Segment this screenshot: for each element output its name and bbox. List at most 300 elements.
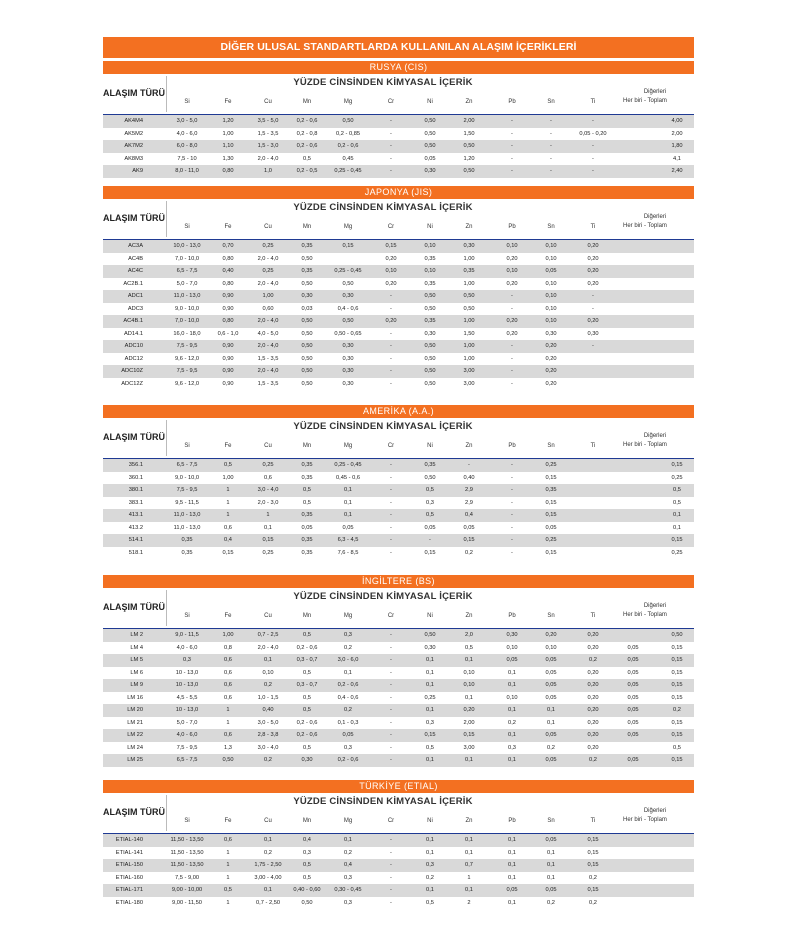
table-cell: 0,3 - 0,7 <box>296 657 318 663</box>
table-cell: - <box>390 524 392 531</box>
table-cell: 0,45 <box>342 155 354 162</box>
table-cell: 0,3 - 0,7 <box>296 682 318 688</box>
section-title: İNGİLTERE (BS) <box>103 575 694 588</box>
column-header: Ni <box>427 224 433 230</box>
table-cell: 0,50 <box>301 899 313 906</box>
header-divider <box>166 590 167 626</box>
table-cell: 1,5 - 3,5 <box>257 355 279 362</box>
table-cell: 0,15 <box>262 537 274 543</box>
table-cell: 0,80 <box>222 318 234 324</box>
table-cell: 0,5 <box>303 744 311 751</box>
table-cell: 0,35 <box>424 255 436 262</box>
table-cell: 0,25 <box>671 549 683 556</box>
table-cell: 0,3 <box>344 744 352 751</box>
alloy-name: ADC1 <box>127 293 143 299</box>
column-header: Mg <box>343 818 353 824</box>
chemical-content-header: YÜZDE CİNSİNDEN KİMYASAL İÇERİK <box>293 421 473 432</box>
table-cell: 0,50 <box>342 318 354 324</box>
table-cell: 0,50 <box>424 343 436 349</box>
table-cell: 0,6 <box>224 669 232 676</box>
table-cell: - <box>592 305 594 312</box>
table-cell: 1,00 <box>222 632 234 638</box>
table-cell: 0,50 <box>424 380 436 387</box>
table-cell: 0,5 <box>426 899 434 906</box>
table-cell: 0,50 <box>222 757 234 763</box>
table-row <box>103 859 694 872</box>
table-cell: - <box>390 343 392 349</box>
table-cell: 2 <box>467 899 471 906</box>
alloy-name: LM 20 <box>127 707 143 713</box>
table-cell: 3,0 - 5,0 <box>257 719 279 726</box>
table-cell: 2,9 <box>465 499 473 506</box>
alloy-name: ETIAL-180 <box>115 899 143 906</box>
table-cell: 0,2 <box>589 757 597 763</box>
table-cell: 0,3 <box>183 657 191 663</box>
table-cell: 0,05 <box>545 887 557 893</box>
column-header: Cr <box>387 818 395 824</box>
table-cell: 7,0 - 10,0 <box>174 318 200 324</box>
table-row <box>103 484 694 497</box>
table-cell: 0,50 <box>301 380 313 387</box>
alloy-name: ETIAL-141 <box>115 849 143 856</box>
table-cell: 0,2 - 0,6 <box>296 732 318 738</box>
column-header: Cr <box>387 224 395 230</box>
table-cell: - <box>511 487 513 493</box>
table-row <box>103 472 694 485</box>
table-row <box>103 884 694 897</box>
table-cell: 0,15 <box>587 862 599 868</box>
table-cell: 0,1 <box>344 837 352 843</box>
column-header: Cu <box>264 818 272 824</box>
table-cell: 0,2 <box>264 757 272 763</box>
table-cell: 1,0 - 1,5 <box>257 694 279 701</box>
table-cell: 0,2 - 0,6 <box>337 682 359 688</box>
alloy-type-header: ALAŞIM TÜRÜ <box>103 807 165 817</box>
table-cell: 0,50 <box>424 355 436 362</box>
table-row <box>103 128 694 141</box>
table-cell: 4,0 - 5,0 <box>257 330 279 337</box>
table-cell: 0,35 <box>424 462 436 468</box>
table-cell: 0,20 <box>506 255 518 262</box>
table-cell: 0,35 <box>301 549 313 556</box>
table-cell: 11,0 - 13,0 <box>173 293 201 299</box>
alloy-name: LM 4 <box>130 644 143 651</box>
table-cell: 0,1 <box>264 837 272 843</box>
table-cell: 0,10 <box>545 255 557 262</box>
table-cell: 4,1 <box>673 155 681 162</box>
table-cell: - <box>390 537 392 543</box>
table-cell: 0,10 <box>545 644 557 651</box>
table-cell: 0,25 <box>262 243 274 249</box>
table-cell: - <box>390 694 392 701</box>
table-cell: 6,5 - 7,5 <box>176 757 198 763</box>
table-cell: 1,3 <box>224 744 232 751</box>
table-cell: 0,03 <box>301 305 313 312</box>
column-header: Ni <box>427 818 433 824</box>
table-cell: 0,5 <box>303 499 311 506</box>
table-cell: 0,50 <box>671 632 683 638</box>
alloy-name: AD14.1 <box>124 330 143 337</box>
table-cell: 0,05 <box>506 887 518 893</box>
table-cell: 0,5 <box>303 694 311 701</box>
table-cell: 0,7 - 2,5 <box>257 632 279 638</box>
table-cell: 0,35 <box>301 474 313 481</box>
table-cell: 7,6 - 8,5 <box>337 549 359 556</box>
table-cell: 0,50 <box>463 168 475 174</box>
table-row <box>103 754 694 767</box>
table-cell: 0,30 <box>342 355 354 362</box>
table-cell: 1,50 <box>463 130 475 137</box>
table-cell: 0,5 <box>303 155 311 162</box>
table-cell: 0,7 - 2,50 <box>255 899 281 906</box>
column-header: Si <box>184 99 190 105</box>
table-cell: 0,15 <box>342 243 354 249</box>
standard-section <box>103 780 694 909</box>
table-cell: - <box>511 155 513 162</box>
section-title: TÜRKİYE (ETIAL) <box>103 780 694 793</box>
table-cell: 1,00 <box>463 255 475 262</box>
table-cell: 0,2 - 0,6 <box>296 719 318 726</box>
table-cell: 0,05 <box>627 669 639 676</box>
table-cell: 0,6 <box>224 837 232 843</box>
column-header: Mg <box>343 99 353 105</box>
table-cell: 11,0 - 13,0 <box>173 524 201 531</box>
table-cell: 0,2 <box>264 682 272 688</box>
table-cell: 0,5 <box>426 487 434 493</box>
column-header: Cr <box>387 99 395 105</box>
column-header: Si <box>184 613 190 619</box>
table-cell: 0,05 <box>545 268 557 274</box>
alloy-name: LM 2 <box>130 632 143 638</box>
alloy-type-header: ALAŞIM TÜRÜ <box>103 88 165 98</box>
table-cell: 0,20 <box>385 255 397 262</box>
table-cell: 2,0 <box>465 632 473 638</box>
table-cell: 0,10 <box>463 682 475 688</box>
table-cell: 3,0 - 6,0 <box>337 657 359 663</box>
table-cell: 0,15 <box>385 243 397 249</box>
table-cell: 0,30 <box>545 330 557 337</box>
table-cell: 0,30 <box>342 368 354 374</box>
table-cell: 0,35 <box>301 537 313 543</box>
table-cell: 0,05 <box>627 732 639 738</box>
table-cell: 1 <box>266 512 270 518</box>
table-row <box>103 165 694 178</box>
table-cell: 0,4 <box>303 837 311 843</box>
table-cell: 1,30 <box>222 155 234 162</box>
table-cell: - <box>390 487 392 493</box>
table-cell: 0,20 <box>506 318 518 324</box>
table-cell: 1,50 <box>463 330 475 337</box>
table-cell: 0,30 <box>506 632 518 638</box>
table-cell: - <box>390 657 392 663</box>
table-cell: 0,1 <box>426 837 434 843</box>
table-cell: 0,05 <box>545 657 557 663</box>
table-cell: - <box>390 669 392 676</box>
table-cell: - <box>390 682 392 688</box>
table-cell: 0,1 <box>465 657 473 663</box>
table-cell: 1,10 <box>222 143 234 149</box>
table-cell: 0,25 <box>545 462 557 468</box>
table-cell: 0,35 <box>181 537 193 543</box>
table-cell: 0,30 - 0,45 <box>334 887 362 893</box>
table-cell: - <box>390 719 392 726</box>
table-cell: 0,1 <box>344 499 352 506</box>
column-header: Si <box>184 818 190 824</box>
table-cell: 0,6 <box>264 474 272 481</box>
table-cell: 0,20 <box>587 694 599 701</box>
table-cell: 0,10 <box>463 669 475 676</box>
table-cell: 0,50 <box>301 343 313 349</box>
table-cell: 0,1 <box>673 524 681 531</box>
alloy-name: 356.1 <box>128 462 143 468</box>
table-row <box>103 497 694 510</box>
table-cell: - <box>511 380 513 387</box>
alloy-name: 380.1 <box>128 487 143 493</box>
table-cell: 0,1 <box>344 669 352 676</box>
table-cell: 0,20 <box>587 707 599 713</box>
table-cell: 0,4 <box>344 862 352 868</box>
table-cell: 0,1 <box>508 862 516 868</box>
table-cell: 0,1 - 0,3 <box>337 719 359 726</box>
table-cell: 0,20 <box>587 318 599 324</box>
alloy-name: 413.2 <box>128 524 143 531</box>
table-cell: 0,25 <box>424 694 436 701</box>
table-cell: 2,0 - 4,0 <box>257 155 279 162</box>
header-divider <box>166 420 167 456</box>
table-cell: 4,5 - 5,5 <box>176 694 198 701</box>
alloy-name: AK5M2 <box>124 130 143 137</box>
alloy-name: ADC3 <box>127 305 143 312</box>
table-cell: 0,10 <box>545 305 557 312</box>
table-cell: 2,0 - 4,0 <box>257 644 279 651</box>
table-cell: 0,10 <box>545 243 557 249</box>
table-cell: 0,50 <box>463 305 475 312</box>
table-cell: 0,15 <box>545 512 557 518</box>
others-header: Diğerleri <box>643 89 667 95</box>
table-cell: 0,4 <box>224 537 232 543</box>
table-cell: 0,1 <box>264 524 272 531</box>
column-header: Si <box>184 224 190 230</box>
table-cell: 0,1 <box>465 694 473 701</box>
table-cell: 0,25 - 0,45 <box>334 168 362 174</box>
table-cell: 0,70 <box>222 243 234 249</box>
table-cell: - <box>390 644 392 651</box>
table-cell: 0,30 <box>463 243 475 249</box>
table-cell: 0,25 <box>262 549 274 556</box>
alloy-type-header: ALAŞIM TÜRÜ <box>103 432 165 442</box>
column-header: Cu <box>264 224 272 230</box>
column-header: Cu <box>264 443 272 449</box>
alloy-name: AC4C <box>127 268 143 274</box>
table-cell: 0,90 <box>222 368 234 374</box>
table-cell: - <box>390 155 392 162</box>
table-cell: 1 <box>226 487 230 493</box>
column-header: Fe <box>224 613 232 619</box>
table-cell: - <box>511 368 513 374</box>
table-cell: 0,20 <box>587 669 599 676</box>
alloy-name: 383.1 <box>128 499 143 506</box>
table-cell: 1,20 <box>463 155 475 162</box>
table-cell: 0,90 <box>222 343 234 349</box>
table-row <box>103 340 694 353</box>
table-cell: 1 <box>226 862 230 868</box>
column-header: Sn <box>547 224 555 230</box>
header-divider <box>166 201 167 237</box>
table-cell: 0,15 <box>463 732 475 738</box>
table-cell: 1,5 - 3,5 <box>257 380 279 387</box>
table-cell: 0,1 <box>426 887 434 893</box>
table-cell: 1 <box>467 874 471 881</box>
table-cell: 0,30 <box>424 330 436 337</box>
table-cell: 3,00 - 4,00 <box>254 874 282 881</box>
table-cell: 0,05 <box>342 732 354 738</box>
table-cell: 0,05 <box>301 524 313 531</box>
table-cell: 0,15 <box>424 549 436 556</box>
table-cell: 2,0 - 4,0 <box>257 280 279 287</box>
table-row <box>103 353 694 366</box>
table-cell: 0,2 <box>589 899 597 906</box>
table-cell: 0,90 <box>222 380 234 387</box>
table-cell: 4,0 - 6,0 <box>176 644 198 651</box>
table-cell: 0,1 <box>344 512 352 518</box>
column-header: Pb <box>508 613 516 619</box>
table-cell: 0,4 - 0,6 <box>337 305 359 312</box>
table-row <box>103 642 694 655</box>
table-cell: 0,50 <box>342 280 354 287</box>
table-row <box>103 547 694 560</box>
table-cell: 10 - 13,0 <box>175 669 199 676</box>
table-row <box>103 140 694 153</box>
table-row <box>103 704 694 717</box>
table-cell: 0,7 <box>465 862 473 868</box>
table-cell: 0,60 <box>262 305 274 312</box>
table-cell: - <box>390 143 392 149</box>
table-cell: 0,25 - 0,45 <box>334 462 362 468</box>
table-cell: 0,15 <box>671 462 683 468</box>
alloy-name: AK9 <box>132 168 143 174</box>
section-header <box>103 74 694 114</box>
table-cell: - <box>511 168 513 174</box>
table-cell: - <box>592 118 594 124</box>
table-cell: 0,15 <box>587 849 599 856</box>
table-cell: - <box>390 305 392 312</box>
table-cell: - <box>390 330 392 337</box>
table-row <box>103 522 694 535</box>
column-header: Ti <box>590 99 596 105</box>
table-cell: 2,0 - 4,0 <box>257 368 279 374</box>
table-cell: 0,05 <box>506 657 518 663</box>
table-cell: - <box>468 462 470 468</box>
table-cell: 0,15 <box>671 682 683 688</box>
table-cell: - <box>390 293 392 299</box>
table-cell: 0,10 <box>506 243 518 249</box>
table-cell: 3,5 - 5,0 <box>257 118 279 124</box>
table-cell: 0,2 <box>344 644 352 651</box>
table-cell: 0,25 <box>545 537 557 543</box>
column-header: Cr <box>387 613 395 619</box>
table-cell: 0,1 <box>547 862 555 868</box>
table-cell: - <box>429 537 431 543</box>
table-cell: 0,20 <box>545 368 557 374</box>
table-cell: 9,00 - 10,00 <box>171 887 203 893</box>
table-cell: 10,0 - 13,0 <box>173 243 201 249</box>
section-title: AMERİKA (A.A.) <box>103 405 694 418</box>
table-cell: 0,20 <box>463 707 475 713</box>
table-cell: 0,15 <box>424 732 436 738</box>
table-cell: - <box>550 155 552 162</box>
table-cell: - <box>511 512 513 518</box>
table-cell: 10 - 13,0 <box>175 707 199 713</box>
chemical-content-header: YÜZDE CİNSİNDEN KİMYASAL İÇERİK <box>293 202 473 213</box>
table-cell: 0,30 <box>301 293 313 299</box>
column-header: Ni <box>427 443 433 449</box>
table-cell: 0,20 <box>385 280 397 287</box>
table-cell: 0,1 <box>264 887 272 893</box>
table-cell: 0,5 <box>224 462 232 468</box>
table-cell: 0,50 <box>424 118 436 124</box>
table-cell: 0,2 <box>547 899 555 906</box>
alloy-name: ETIAL-160 <box>115 874 143 881</box>
table-cell: - <box>390 757 392 763</box>
others-subheader: Her biri - Toplam <box>623 223 667 229</box>
table-row <box>103 315 694 328</box>
column-header: Pb <box>508 443 516 449</box>
table-cell: 0,2 <box>589 657 597 663</box>
table-cell: - <box>390 549 392 556</box>
table-cell: 9,5 - 11,5 <box>175 499 199 506</box>
table-cell: - <box>511 474 513 481</box>
table-cell: 0,1 <box>426 669 434 676</box>
table-cell: 0,35 <box>463 268 475 274</box>
standard-section <box>103 405 694 559</box>
table-cell: 1,5 - 3,5 <box>257 130 279 137</box>
table-cell: 0,05 <box>545 837 557 843</box>
column-header: Sn <box>547 818 555 824</box>
table-cell: - <box>511 143 513 149</box>
table-cell: - <box>511 293 513 299</box>
column-header: Mg <box>343 443 353 449</box>
table-cell: 0,2 - 0,6 <box>296 644 318 651</box>
table-cell: 0,6 <box>224 732 232 738</box>
header-divider <box>166 76 167 112</box>
table-cell: 0,5 <box>303 707 311 713</box>
column-header: Ti <box>590 443 596 449</box>
table-cell: 7,0 - 10,0 <box>174 255 200 262</box>
table-cell: - <box>390 380 392 387</box>
table-cell: 0,50 <box>424 305 436 312</box>
table-cell: 0,15 <box>671 719 683 726</box>
table-cell: 0,05 <box>463 524 475 531</box>
table-cell: 0,20 <box>587 243 599 249</box>
column-header: Mn <box>302 99 312 105</box>
table-cell: 0,30 <box>424 168 436 174</box>
table-cell: 0,25 <box>262 268 274 274</box>
column-header: Fe <box>224 224 232 230</box>
table-cell: 0,15 <box>463 537 475 543</box>
table-cell: 0,05 <box>627 719 639 726</box>
table-cell: 0,20 <box>587 280 599 287</box>
table-row <box>103 629 694 642</box>
table-cell: 0,50 <box>301 255 313 262</box>
table-cell: 0,40 <box>222 268 234 274</box>
alloy-name: LM 22 <box>127 732 143 738</box>
table-cell: 0,3 <box>508 744 516 751</box>
table-cell: 0,3 <box>426 499 434 506</box>
table-cell: 9,6 - 12,0 <box>174 380 200 387</box>
table-row <box>103 872 694 885</box>
column-header: Ni <box>427 99 433 105</box>
column-header: Ti <box>590 818 596 824</box>
